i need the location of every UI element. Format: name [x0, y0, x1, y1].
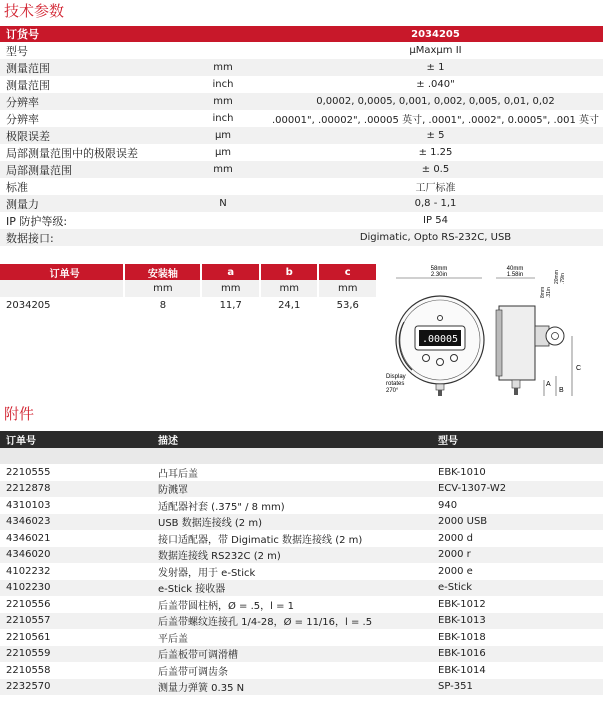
spec-unit: inch — [212, 113, 234, 124]
spec-value: .00001", .00002", .00005 英寸, .0001", .0002", 0.0005", .001 英寸 — [272, 115, 599, 126]
acc-header-desc: 描述 — [158, 431, 438, 448]
gauge-button-left — [423, 355, 430, 362]
spec-label: 测量力 — [0, 195, 178, 212]
accessory-model: EBK-1016 — [438, 646, 603, 663]
accessories-header-row — [0, 431, 603, 448]
accessory-description: 测量力弹簧 0.35 N — [158, 679, 438, 696]
accessories-title: 附件 — [4, 405, 35, 423]
accessory-model: ECV-1307-W2 — [438, 481, 603, 498]
spec-row — [0, 178, 603, 195]
accessory-row — [0, 563, 603, 580]
spec-unit — [178, 42, 268, 59]
spec-value: µMaxµm II — [409, 45, 462, 56]
spec-value: 0,8 - 1,1 — [268, 195, 603, 212]
gauge-top-screw — [438, 316, 443, 321]
dim-a-label: A — [546, 381, 551, 388]
gauge-button-right — [451, 355, 458, 362]
spec-label: 标准 — [6, 180, 28, 194]
order-unit-cell: mm — [124, 280, 201, 297]
width-label-in: 2.30in — [430, 272, 448, 278]
width-label-mm: 58mm — [430, 266, 448, 272]
depth-label-in: 1.58in — [506, 272, 524, 278]
order-row — [0, 297, 377, 314]
accessory-description: 凸耳后盖 — [158, 468, 198, 480]
accessory-order-number: 2210561 — [6, 631, 51, 643]
accessory-description: e-Stick 接收器 — [158, 580, 438, 597]
accessory-row — [0, 481, 603, 498]
spec-label: 型号 — [6, 44, 28, 58]
accessory-model: EBK-1018 — [438, 631, 486, 643]
spec-unit: µm — [178, 127, 268, 144]
accessory-description: 发射器，用于 e-Stick — [158, 567, 256, 579]
order-cell: 8 — [124, 297, 201, 314]
spec-unit: µm — [214, 147, 232, 158]
rotate-note-line3: 270° — [386, 388, 399, 394]
spec-row — [0, 76, 603, 93]
order-unit-cell: mm — [201, 280, 260, 297]
accessory-order-number: 2232570 — [0, 679, 158, 696]
accessory-row — [0, 679, 603, 696]
accessory-order-number: 4346020 — [0, 547, 158, 564]
accessory-model: 940 — [438, 499, 458, 511]
accessory-model: e-Stick — [438, 580, 603, 597]
accessory-model: SP-351 — [438, 679, 603, 696]
accessory-row — [0, 596, 603, 613]
accessory-order-number: 2210557 — [0, 613, 158, 630]
side-view-lug-eye — [546, 327, 564, 345]
accessory-row — [0, 497, 603, 514]
order-units-row — [0, 280, 377, 297]
accessory-description: 后盖板带可调滑槽 — [158, 646, 438, 663]
spec-value: ± 5 — [268, 127, 603, 144]
gauge-technical-drawing — [384, 258, 603, 398]
accessory-row — [0, 646, 603, 663]
accessory-order-number: 4102232 — [6, 565, 51, 577]
accessory-model: 2000 e — [438, 565, 473, 577]
acc-header-model: 型号 — [438, 431, 603, 448]
accessory-description: 后盖带可调齿条 — [158, 666, 228, 678]
gauge-stem — [436, 384, 444, 390]
spec-unit: mm — [178, 59, 268, 76]
accessory-model: EBK-1010 — [438, 466, 486, 478]
spec-value: 0,0002, 0,0005, 0,001, 0,002, 0,005, 0,01, 0,02 — [268, 93, 603, 110]
spec-unit: mm — [178, 93, 268, 110]
accessory-model: EBK-1013 — [438, 613, 603, 630]
accessory-description: 数据连接线 RS232C (2 m) — [158, 547, 438, 564]
accessory-description: 平后盖 — [158, 633, 188, 645]
order-header-cell: a — [201, 264, 260, 280]
spec-header-row — [0, 26, 603, 42]
accessory-description: USB 数据连接线 (2 m) — [158, 514, 438, 531]
side-view-tip — [514, 388, 518, 395]
accessory-row — [0, 530, 603, 547]
spec-unit: mm — [178, 161, 268, 178]
spec-unit: inch — [212, 79, 234, 90]
accessory-model: 2000 USB — [438, 514, 603, 531]
rotate-note-line2: rotates — [386, 381, 405, 387]
spec-unit — [178, 178, 268, 195]
order-cell: 11,7 — [201, 297, 260, 314]
spec-row — [0, 42, 603, 59]
spec-label: IP 防护等级: — [6, 214, 68, 228]
depth-label-mm: 40mm — [506, 266, 524, 272]
rotate-note-line1: Display — [386, 374, 406, 380]
accessory-model: 2000 r — [438, 547, 603, 564]
side-view-bezel — [496, 310, 502, 376]
spec-row — [0, 144, 603, 161]
spec-header-unit — [178, 26, 268, 42]
spec-value: ± 0.5 — [268, 161, 603, 178]
accessory-order-number: 2210556 — [6, 598, 51, 610]
spec-label: 局部测量范围中的极限误差 — [6, 146, 138, 160]
accessory-description: 后盖带螺纹连接孔 1/4-28，Ø = 11/16，l = .5 — [158, 613, 438, 630]
spec-value: ± 1.25 — [418, 147, 453, 158]
spec-header-value: 2034205 — [268, 26, 603, 42]
side-view-body — [499, 306, 535, 380]
spec-row — [0, 195, 603, 212]
spec-table — [0, 26, 603, 246]
spec-label: 测量范围 — [0, 59, 178, 76]
spec-value: ± 1 — [268, 59, 603, 76]
order-unit-cell: mm — [260, 280, 319, 297]
spec-label: 局部测量范围 — [0, 161, 178, 178]
accessory-row — [0, 514, 603, 531]
spec-row — [0, 229, 603, 246]
accessory-order-number: 2210558 — [6, 664, 51, 676]
accessory-order-number: 2210555 — [6, 466, 51, 478]
accessory-description: 防溅罩 — [158, 481, 438, 498]
dim-c-label: C — [576, 365, 582, 372]
dim-b-label: B — [559, 387, 564, 394]
order-cell: 2034205 — [0, 297, 124, 314]
side-label-2: .31in — [546, 287, 552, 298]
order-header-cell: 安装轴 — [124, 264, 201, 280]
spec-value: Digimatic, Opto RS-232C, USB — [268, 229, 603, 246]
accessory-row — [0, 580, 603, 597]
accessory-description: 后盖带圆柱柄，Ø = .5，l = 1 — [158, 600, 295, 612]
accessory-row — [0, 547, 603, 564]
accessory-description: 接口适配器，带 Digimatic 数据连接线 (2 m) — [158, 534, 363, 546]
spec-row — [0, 59, 603, 76]
spec-unit — [178, 229, 268, 246]
lcd-readout: .00005 — [421, 334, 459, 345]
spec-header-label: 订货号 — [0, 26, 178, 42]
spec-unit: N — [178, 195, 268, 212]
order-cell: 24,1 — [260, 297, 319, 314]
accessory-order-number: 4346021 — [6, 532, 51, 544]
spec-row — [0, 110, 603, 127]
accessory-row — [0, 629, 603, 646]
accessory-row — [0, 464, 603, 481]
spec-label: 分辨率 — [6, 112, 39, 126]
spec-label: 测量范围 — [6, 78, 50, 92]
spec-row — [0, 93, 603, 110]
gauge-button-center — [437, 359, 444, 366]
accessory-model: 2000 d — [438, 532, 473, 544]
accessory-row — [0, 613, 603, 630]
order-unit-cell — [0, 280, 124, 297]
spec-row — [0, 161, 603, 178]
spec-label: 分辨率 — [0, 93, 178, 110]
accessory-description: 适配器衬套 (.375" / 8 mm) — [158, 501, 285, 513]
accessories-table — [0, 431, 603, 695]
accessory-order-number: 4310103 — [6, 499, 51, 511]
specs-title: 技术参数 — [4, 2, 65, 20]
spec-label: 数据接口: — [0, 229, 178, 246]
side-view-stem — [512, 380, 520, 388]
order-header-cell: c — [318, 264, 377, 280]
order-header-row — [0, 264, 377, 280]
spec-row — [0, 127, 603, 144]
spec-unit — [178, 212, 268, 229]
side-label-3: 20mm — [554, 270, 560, 284]
accessory-order-number: 4346023 — [0, 514, 158, 531]
order-unit-cell: mm — [318, 280, 377, 297]
accessories-spacer-row — [0, 448, 603, 464]
accessory-row — [0, 662, 603, 679]
spec-value: IP 54 — [423, 215, 448, 226]
spec-value: 工厂标准 — [415, 183, 456, 194]
order-table — [0, 264, 378, 314]
spec-row — [0, 212, 603, 229]
acc-header-order: 订单号 — [0, 431, 158, 448]
accessory-model: EBK-1014 — [438, 664, 486, 676]
order-header-cell: 订单号 — [0, 264, 124, 280]
side-label-1: 8mm — [540, 286, 546, 298]
side-label-4: .79in — [560, 273, 566, 284]
accessory-model: EBK-1012 — [438, 598, 486, 610]
spec-label: 极限误差 — [0, 127, 178, 144]
accessory-order-number: 2210559 — [0, 646, 158, 663]
accessory-order-number: 4102230 — [0, 580, 158, 597]
order-header-cell: b — [260, 264, 319, 280]
spec-value: ± .040" — [416, 79, 455, 90]
accessory-order-number: 2212878 — [0, 481, 158, 498]
order-cell: 53,6 — [318, 297, 377, 314]
gauge-tip — [438, 390, 442, 396]
